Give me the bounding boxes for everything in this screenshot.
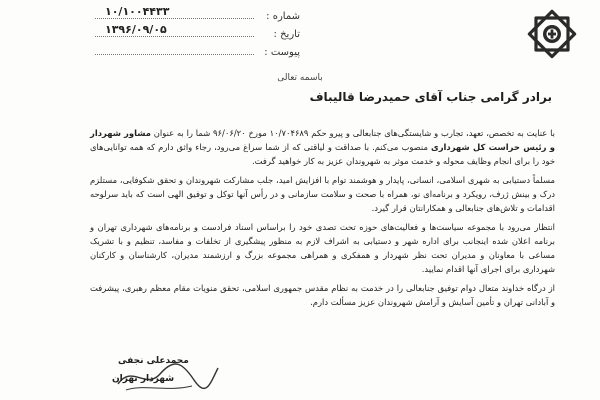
signatory-name: محمدعلی نجفی — [118, 356, 189, 366]
appointment-title: مشاور شهردار و رئیس حراست کل شهرداری — [90, 128, 555, 152]
number-value: ۱۰/۱۰۰۴۴۳۳ — [105, 5, 170, 18]
letter-greeting: برادر گرامی جناب آقای حمیدرضا قالیباف — [309, 90, 552, 104]
attachment-row — [95, 42, 300, 60]
paragraph-1: با عنایت به تخصص، تعهد، تجارب و شایستگی‌های جنابعالی و پیرو حکم ۱۰/۷۰۴۶۸۹ مورخ ۹۶/۰۶/۲۰ شما را به عنوان مشاور شهردار و رئیس حراست کل شهرداری منصوب می‌کنم. با صداقت و لیاقتی که از شما سراغ می‌رود، رجاء واثق دارم که همه توانایی‌های خود را برای انجام وظایف محوله و خدمت موثر به شهروندان عزیز به کار خواهید گرفت. — [90, 128, 555, 166]
date-label: تاریخ : — [273, 29, 300, 40]
signatory-title: شهردار تهران — [112, 374, 175, 384]
tehran-municipality-logo-icon — [524, 6, 580, 62]
attachment-label: پیوست : — [264, 47, 300, 58]
letter-body — [90, 126, 555, 314]
paragraph-4: از درگاه خداوند متعال دوام توفیق جنابعالی را در خدمت به نظام مقدس جمهوری اسلامی، تحقق منویات مقام معظم رهبری، پیشرفت و آبادانی تهران و تأمین آسایش و آرامش شهروندان عزیز مسألت دارم. — [90, 283, 555, 307]
date-row — [95, 24, 300, 42]
paragraph-2: مسلماً دستیابی به شهری اسلامی، انسانی، پایدار و هوشمند توام با افزایش امید، جلب مشارکت شهروندان و تحقق شکوفایی، مستلزم درک و بینش ژرف، رویکرد و برنامه‌ای نو، همراه با صحت و سلامت سازمانی و در رأس آنها توکل و توفیق الهی است که باید سرلوحه اقدامات و تلاش‌های جنابعالی و همکارانتان قرار گیرد. — [90, 175, 555, 213]
number-row — [95, 6, 300, 24]
number-label: شماره : — [266, 11, 300, 22]
invocation: باسمه تعالی — [277, 73, 323, 83]
date-value: ۱۳۹۶/۰۹/۰۵ — [105, 23, 167, 36]
letter-meta — [95, 6, 300, 60]
paragraph-3: انتظار می‌رود با مجموعه سیاست‌ها و فعالیت‌های حوزه تحت تصدی خود را براساس اسناد فرادست و برنامه‌های شهرداری تهران و برنامه اعلان شده اینجانب برای اداره شهر و دستیابی به اشراف لازم به منظور پیشگیری از تخلفات و مفاسد، تنظیم و با تشریک مساعی با معاونان و مدیران تحت نظر شهردار و همفکری و همراهی مجموعه بزرگ و ارزشمند مدیران، کارشناسان و کارکنان شهرداری برای اجرای آنها اقدام نمایید. — [90, 222, 555, 274]
